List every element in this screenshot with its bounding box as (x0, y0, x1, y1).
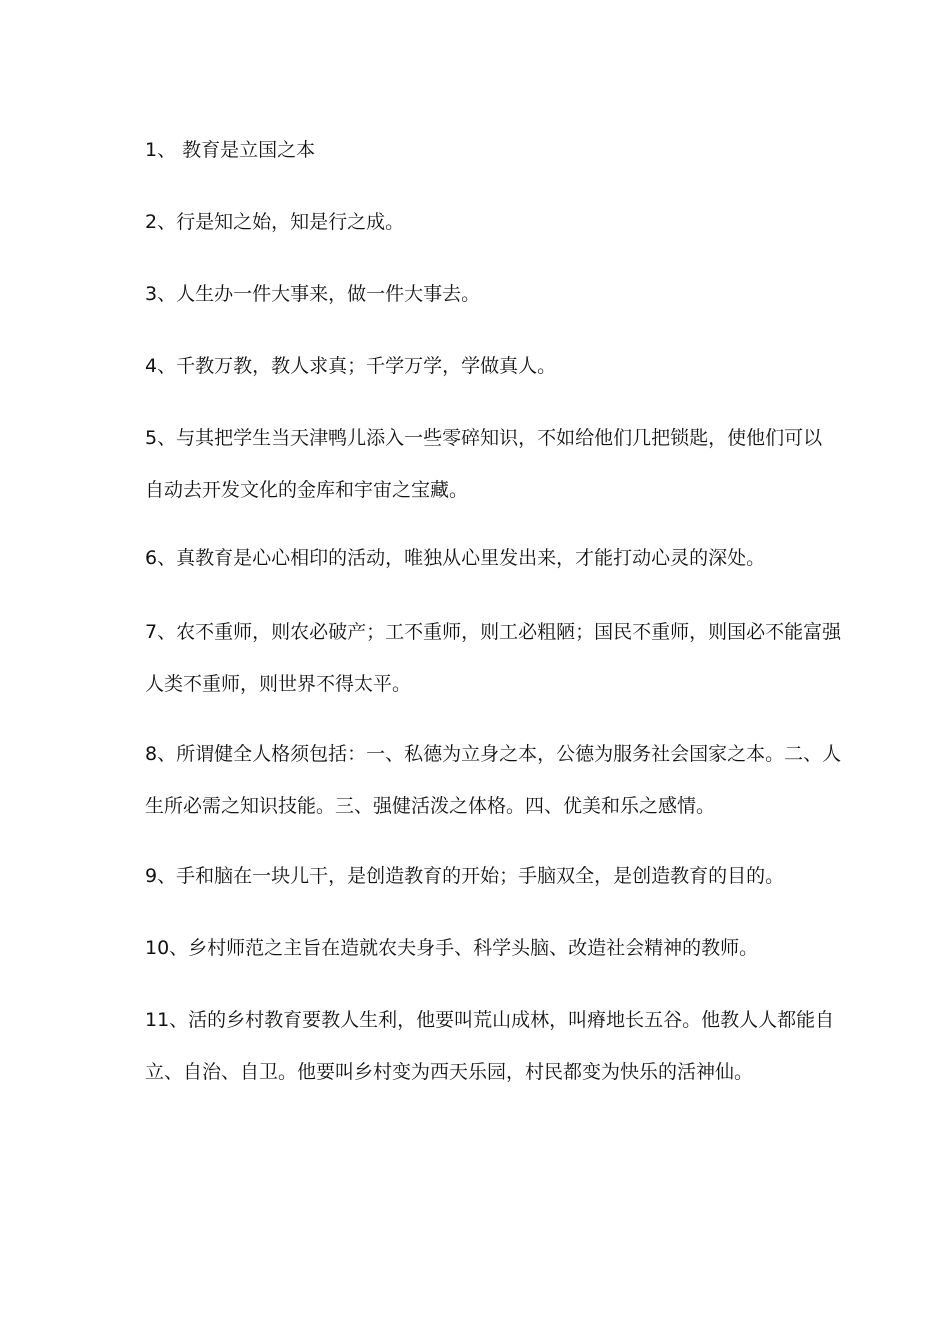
quote-line: 2、行是知之始，知是行之成。 (145, 211, 405, 233)
quote-item-4 (145, 340, 810, 392)
quote-item-1 (145, 124, 810, 176)
quote-line: 生所必需之知识技能。三、强健活泼之体格。四、优美和乐之感情。 (145, 795, 716, 817)
quote-line: 10、乡村师范之主旨在造就农夫身手、科学头脑、改造社会精神的教师。 (145, 937, 759, 959)
quote-line: 11、活的乡村教育要教人生利，他要叫荒山成林，叫瘠地长五谷。他教人人都能自 (145, 1009, 835, 1031)
quote-item-10 (145, 922, 810, 974)
quote-line: 1、 教育是立国之本 (145, 139, 316, 161)
quote-item-6 (145, 532, 810, 584)
quote-line: 6、真教育是心心相印的活动，唯独从心里发出来，才能打动心灵的深处。 (145, 547, 766, 569)
quote-line: 自动去开发文化的金库和宇宙之宝藏。 (145, 479, 469, 501)
quote-line: 7、农不重师，则农必破产；工不重师，则工必粗陋；国民不重师，则国必不能富强 (145, 621, 842, 643)
quote-item-11 (145, 994, 835, 1098)
quote-line: 立、自治、自卫。他要叫乡村变为西天乐园，村民都变为快乐的活神仙。 (145, 1061, 754, 1083)
quote-line: 4、千教万教，教人求真；千学万学，学做真人。 (145, 355, 557, 377)
quote-item-3 (145, 268, 810, 320)
quote-item-7 (145, 606, 842, 710)
quote-item-2 (145, 196, 810, 248)
quote-item-5 (145, 412, 823, 516)
quote-item-8 (145, 728, 842, 832)
quote-line: 5、与其把学生当天津鸭儿添入一些零碎知识，不如给他们几把锁匙，使他们可以 (145, 427, 823, 449)
quote-line: 8、所谓健全人格须包括：一、私德为立身之本，公德为服务社会国家之本。二、人 (145, 743, 842, 765)
quote-item-9 (145, 850, 810, 902)
quote-line: 3、人生办一件大事来，做一件大事去。 (145, 283, 481, 305)
quote-line: 人类不重师，则世界不得太平。 (145, 673, 412, 695)
quote-line: 9、手和脑在一块儿干，是创造教育的开始；手脑双全，是创造教育的目的。 (145, 865, 785, 887)
